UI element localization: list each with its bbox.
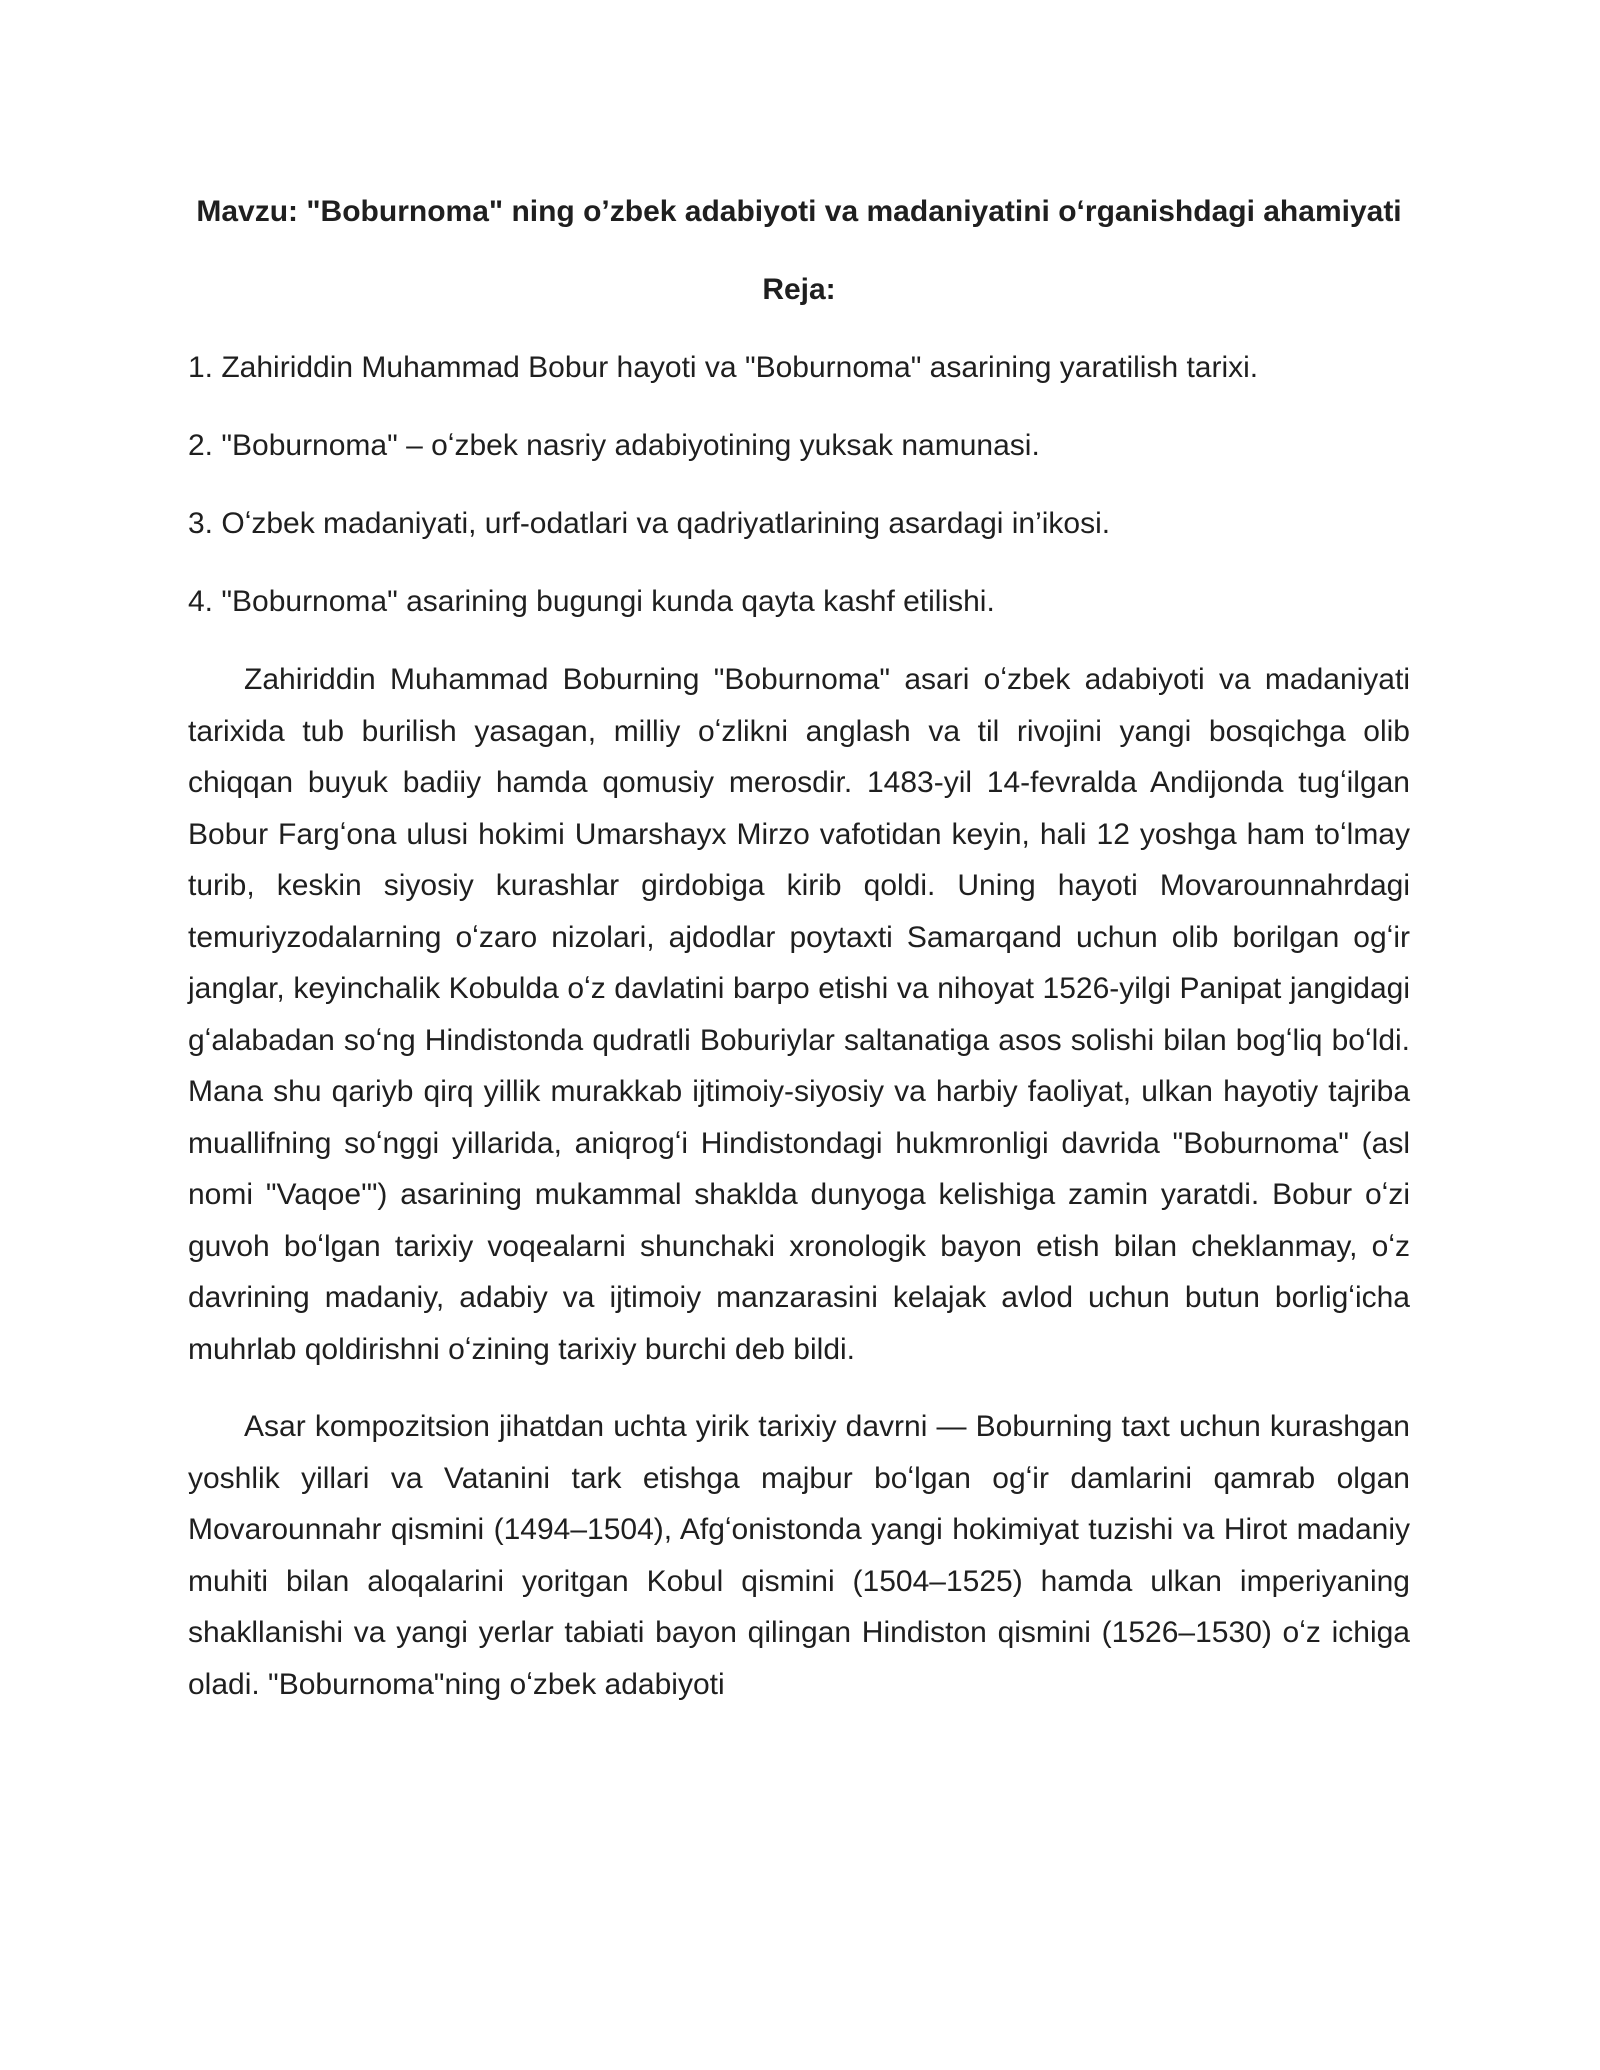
plan-item-2: 2. "Boburnoma" – oʻzbek nasriy adabiyotining yuksak namunasi. bbox=[188, 429, 1040, 462]
document-body bbox=[188, 186, 1410, 1710]
plan-item-3: 3. Oʻzbek madaniyati, urf-odatlari va qadriyatlarining asardagi in’ikosi. bbox=[188, 507, 1111, 540]
plan-item-4: 4. "Boburnoma" asarining bugungi kunda qayta kashf etilishi. bbox=[188, 585, 995, 618]
body-paragraph-2: Asar kompozitsion jihatdan uchta yirik tarixiy davrni — Boburning taxt uchun kurashgan yoshlik yillari va Vatanini tark etishga majbur boʻlgan ogʻir damlarini qamrab olgan Movarounnahr qismini (1494–1504), Afgʻonistonda yangi hokimiyat tuzishi va Hirot madaniy muhiti bilan aloqalarini yoritgan Kobul qismini (1504–1525) hamda ulkan imperiyaning shakllanishi va yangi yerlar tabiati bayon qilingan Hindiston qismini (1526–1530) oʻz ichiga oladi. "Boburnoma"ning oʻzbek adabiyoti bbox=[188, 1410, 1410, 1701]
body-paragraph-1: Zahiriddin Muhammad Boburning "Boburnoma" asari oʻzbek adabiyoti va madaniyati tarixida tub burilish yasagan, milliy oʻzlikni anglash va til rivojini yangi bosqichga olib chiqqan buyuk badiiy hamda qomusiy merosdir. 1483-yil 14-fevralda Andijonda tugʻilgan Bobur Fargʻona ulusi hokimi Umarshayx Mirzo vafotidan keyin, hali 12 yoshga ham toʻlmay turib, keskin siyosiy kurashlar girdobiga kirib qoldi. Uning hayoti Movarounnahrdagi temuriyzodalarning oʻzaro nizolari, ajdodlar poytaxti Samarqand uchun olib borilgan ogʻir janglar, keyinchalik Kobulda oʻz davlatini barpo etishi va nihoyat 1526-yilgi Panipat jangidagi gʻalabadan soʻng Hindistonda qudratli Boburiylar saltanatiga asos solishi bilan bogʻliq boʻldi. Mana shu qariyb qirq yillik murakkab ijtimoiy-siyosiy va harbiy faoliyat, ulkan hayotiy tajriba muallifning soʻnggi yillarida, aniqrogʻi Hindistondagi hukmronligi davrida "Boburnoma" (asl nomi "Vaqoe'") asarining mukammal shaklda dunyoga kelishiga zamin yaratdi. Bobur oʻzi guvoh boʻlgan tarixiy voqealarni shunchaki xronologik bayon etish bilan cheklanmay, oʻz davrining madaniy, adabiy va ijtimoiy manzarasini kelajak avlod uchun butun borligʻicha muhrlab qoldirishni oʻzining tarixiy burchi deb bildi. bbox=[188, 663, 1410, 1366]
plan-item-1: 1. Zahiriddin Muhammad Bobur hayoti va "Boburnoma" asarining yaratilish tarixi. bbox=[188, 351, 1259, 384]
plan-heading: Reja: bbox=[762, 273, 836, 306]
document-title: Mavzu: "Boburnoma" ning o’zbek adabiyoti va madaniyatini oʻrganishdagi ahamiyati bbox=[196, 195, 1402, 228]
